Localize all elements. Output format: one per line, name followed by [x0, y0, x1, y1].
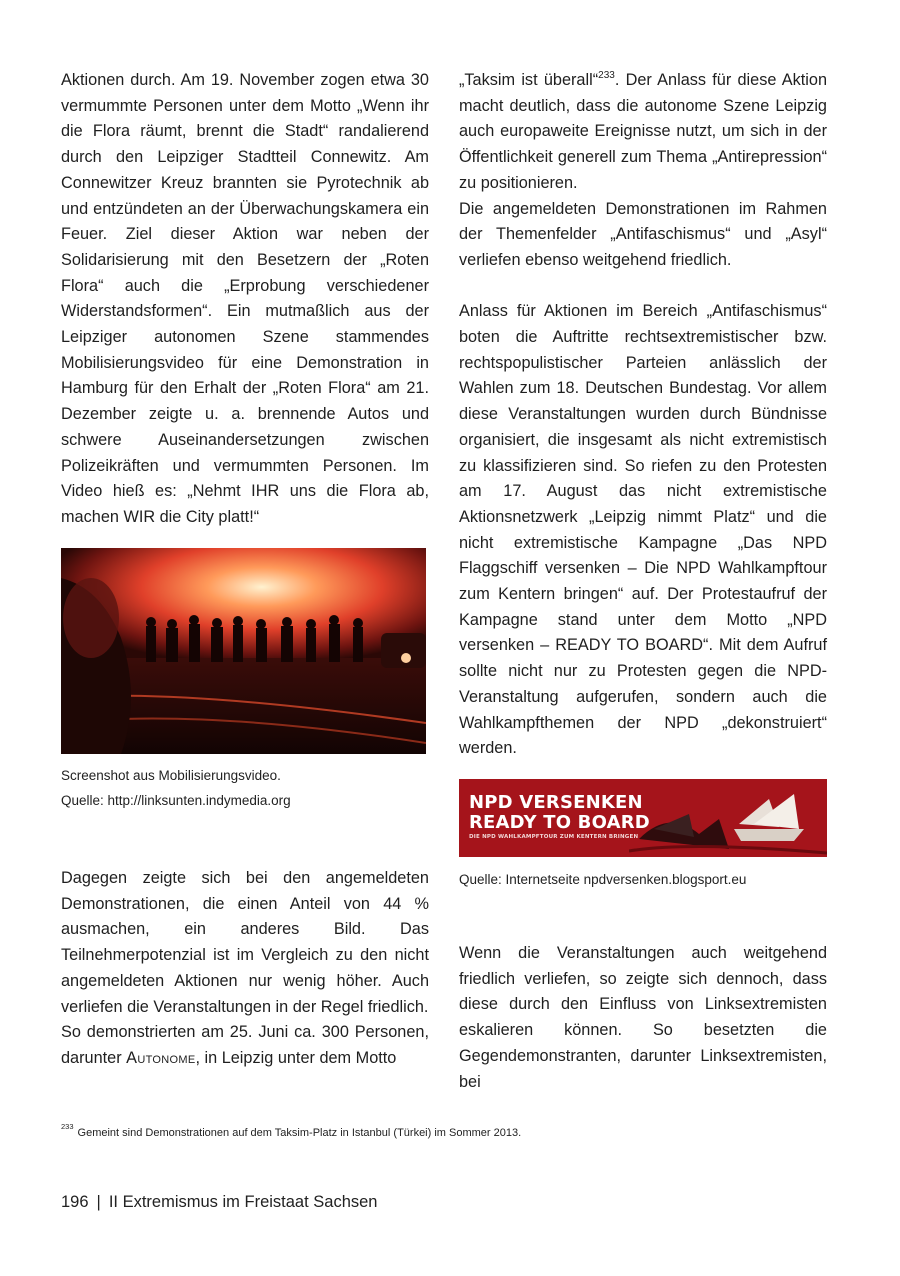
mobilization-video-screenshot: [61, 548, 426, 754]
photo-caption: [61, 763, 291, 813]
footnote: [61, 1122, 522, 1139]
glossary-term-autonome: Autonome: [126, 1048, 196, 1067]
banner-source: Quelle: Internetseite npdversenken.blogsport.eu: [459, 872, 747, 887]
footnote-number: 233: [61, 1122, 74, 1132]
photo-source: Quelle: http://linksunten.indymedia.org: [61, 793, 291, 808]
right-lower-text: [459, 941, 827, 1095]
page-number: 196: [61, 1193, 89, 1211]
banner-title: NPD VERSENKEN: [469, 792, 643, 813]
left-paragraph-3-end: , in Leipzig unter dem Motto: [195, 1048, 397, 1067]
left-paragraph-3-start: So demonstrierten am 25. Juni ca. 300 Personen, darunter: [61, 1023, 429, 1067]
banner-caption: [459, 867, 746, 892]
right-column: [459, 68, 827, 762]
right-paragraph-2: Die angemeldeten Demonstrationen im Rahmen der Themenfelder „Antifaschismus“ und „Asyl“ verliefen ebenso weitgehend friedlich.: [459, 199, 827, 269]
left-paragraph-2: Dagegen zeigte sich bei den angemeldeten Demonstrationen, die einen Anteil von 44 % ausmachen, ein anderes Bild. Das Teilnehmerpotenzial ist im Vergleich zu den nicht angemeldeten Aktionen nur wenig höher. Auch verliefen die Veranstaltungen in der Regel friedlich.: [61, 869, 429, 1016]
page-footer: [61, 1193, 378, 1212]
right-paragraph-1: [459, 68, 827, 197]
banner-tagline: DIE NPD WAHLKAMPFTOUR ZUM KENTERN BRINGEN: [469, 834, 639, 840]
chapter-title: II Extremismus im Freistaat Sachsen: [108, 1193, 378, 1211]
photo-caption-text: Screenshot aus Mobilisierungsvideo.: [61, 768, 281, 783]
left-column: [61, 68, 429, 531]
left-paragraph-1: Aktionen durch. Am 19. November zogen etwa 30 vermummte Personen unter dem Motto „Wenn ihr die Flora räumt, brennt die Stadt“ randalierend durch den Leipziger Stadtteil Connewitz. Am Connewitzer Kreuz brannten sie Pyrotechnik ab und entzündeten an der Überwachungskamera ein Feuer. Ziel dieser Aktion war neben der Solidarisierung mit den Besetzern der „Roten Flora“ auch die „Erprobung verschiedener Widerstandsformen“. Ein mutmaßlich aus der Leipziger autonomen Szene stammendes Mobilisierungsvideo für eine Demonstration in Hamburg für den Erhalt der „Roten Flora“ am 21. Dezember zeigte u. a. brennende Autos und schwere Auseinandersetzungen zwischen Polizeikräften und vermummten Personen. Im Video hieß es: „Nehmt IHR uns die Flora ab, machen WIR die City platt!“: [61, 71, 429, 526]
footnote-text: Gemeint sind Demonstrationen auf dem Taksim-Platz in Istanbul (Türkei) im Sommer 2013.: [77, 1127, 522, 1139]
right-paragraph-3: Anlass für Aktionen im Bereich „Antifaschismus“ boten die Auftritte rechtsextremistischer bzw. rechtspopulistischer Parteien anlässlich der Wahlen zum 18. Deutschen Bundestag. Vor allem diese Veranstaltungen wurden durch Bündnisse organisiert, die insgesamt als nicht extremistisch zu klassifizieren sind. So riefen zu den Protesten am 17. August das nicht extremistische Aktionsnetzwerk „Leipzig nimmt Platz“ und die nicht extremistische Kampagne „Das NPD Flaggschiff versenken – Die NPD Wahlkampftour zum Kentern bringen“ auf. Der Protestaufruf der Kampagne stand unter dem Motto „NPD versenken – READY TO BOARD“. Mit dem Aufruf sollte nicht nur zu Protesten gegen die NPD-Veranstaltung aufgerufen, sondern auch die Wahlkampfthemen der NPD „dekonstruiert“ werden.: [459, 302, 827, 758]
footer-separator: |: [96, 1193, 101, 1211]
right-paragraph-1-start: „Taksim ist überall“: [459, 71, 599, 89]
sinking-ship-icon: [629, 779, 827, 857]
right-paragraph-1-end: . Der Anlass für diese Aktion macht deutlich, dass die autonome Szene Leipzig auch europaweite Ereignisse nutzt, um sich in der Öffentlichkeit generell zum Thema „Antirepression“ zu positionieren.: [459, 71, 828, 192]
left-lower-text: [61, 866, 429, 1072]
npd-versenken-banner: [459, 779, 827, 857]
left-paragraph-3: [61, 1020, 429, 1071]
banner-subtitle: READY TO BOARD: [469, 812, 650, 833]
right-paragraph-4: Wenn die Veranstaltungen auch weitgehend friedlich verliefen, so zeigte sich dennoch, dass diese durch den Einfluss von Linksextremisten eskalieren können. So besetzten die Gegendemonstranten, darunter Linksextremisten, bei: [459, 944, 827, 1091]
footnote-reference: 233: [598, 69, 615, 81]
